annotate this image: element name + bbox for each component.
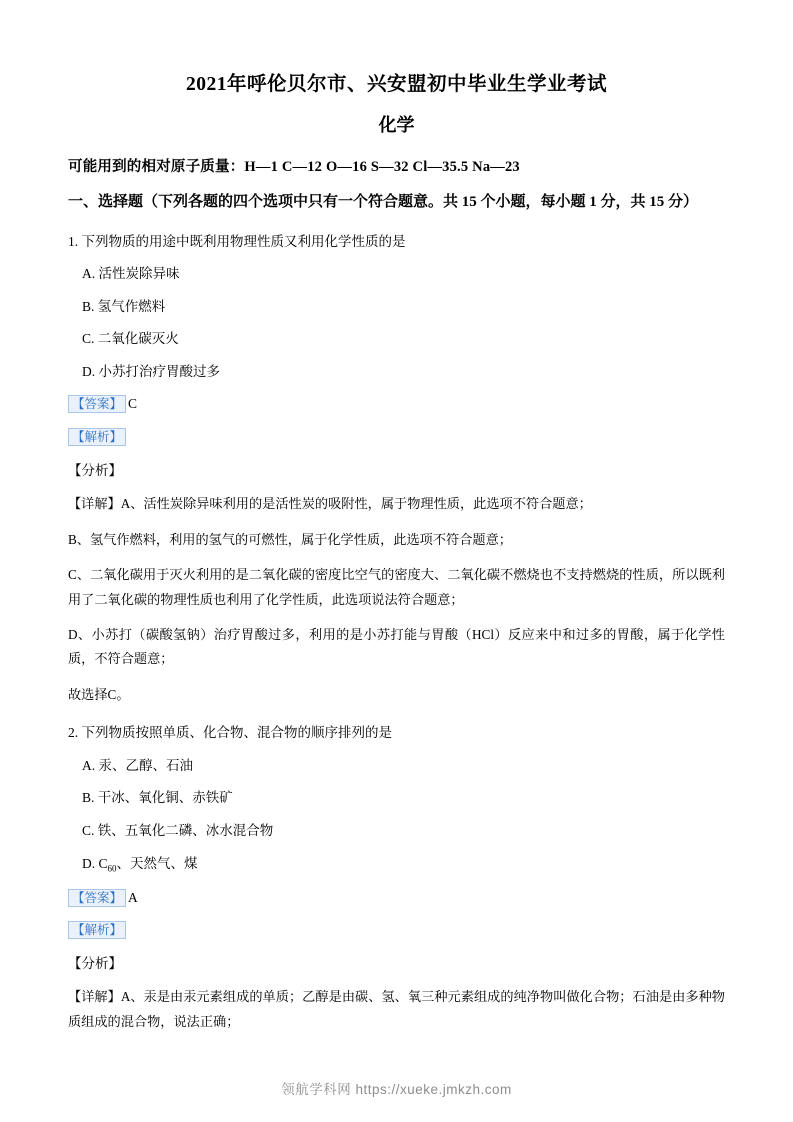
detail-paragraph: B、氢气作燃料，利用的氢气的可燃性，属于化学性质，此选项不符合题意； <box>68 531 512 547</box>
analysis-line <box>68 919 725 941</box>
detail-paragraph: D、小苏打（碳酸氢钠）治疗胃酸过多，利用的是小苏打能与胃酸（HCl）反应来中和过多的胃酸，属于化学性质，不符合题意； <box>68 626 725 667</box>
analysis-tag: 【解析】 <box>68 428 126 446</box>
question-option: B. 氢气作燃料 <box>82 298 166 314</box>
answer-tag: 【答案】 <box>68 889 126 907</box>
subscript: 60 <box>107 863 117 874</box>
question-stem: 2. 下列物质按照单质、化合物、混合物的顺序排列的是 <box>68 725 392 741</box>
question-option: C. 二氧化碳灭火 <box>82 331 179 347</box>
answer-tag: 【答案】 <box>68 395 126 413</box>
question-option: D. $C_{60}$、天然气、煤 <box>82 855 198 874</box>
page-title: 2021年呼伦贝尔市、兴安盟初中毕业生学业考试 <box>185 74 607 95</box>
question-option: D. 小苏打治疗胃酸过多 <box>82 363 220 379</box>
question-stem: 1. 下列物质的用途中既利用物理性质又利用化学性质的是 <box>68 233 406 249</box>
analysis-tag: 【解析】 <box>68 921 126 939</box>
question-option: B. 干冰、氧化铜、赤铁矿 <box>82 790 233 806</box>
section-heading: 一、选择题（下列各题的四个选项中只有一个符合题意。共 15 个小题，每小题 1 分，共 15 分） <box>68 194 699 211</box>
answer-line <box>68 887 725 909</box>
question-option: A. 活性炭除异味 <box>82 266 180 282</box>
analysis-heading: 【分析】 <box>68 462 122 478</box>
question-option: A. 汞、乙醇、石油 <box>82 757 193 773</box>
answer-line <box>68 393 725 415</box>
footer-watermark: 领航学科网 https://xueke.jmkzh.com <box>281 1082 512 1097</box>
detail-paragraph: 【详解】A、活性炭除异味利用的是活性炭的吸附性，属于物理性质，此选项不符合题意； <box>68 496 592 512</box>
detail-paragraph: C、二氧化碳用于灭火利用的是二氧化碳的密度比空气的密度大、二氧化碳不燃烧也不支持燃烧的性质，所以既利用了二氧化碳的物理性质也利用了化学性质，此选项说法符合题意； <box>68 567 725 607</box>
detail-paragraph: 【详解】A、汞是由汞元素组成的单质；乙醇是由碳、氢、氧三种元素组成的纯净物叫做化合物；石油是由多种物质组成的混合物，说法正确； <box>68 989 725 1029</box>
question-block <box>68 722 725 1034</box>
page-subtitle: 化学 <box>378 115 415 136</box>
atomic-mass-line: 可能用到的相对原子质量：H—1 C—12 O—16 S—32 Cl—35.5 Na—23 <box>68 159 520 176</box>
detail-paragraph: 故选择C。 <box>68 686 130 702</box>
question-block <box>68 231 725 708</box>
answer-value: A <box>128 889 138 905</box>
answer-value: C <box>128 396 138 412</box>
question-option: C. 铁、五氧化二磷、冰水混合物 <box>82 822 274 838</box>
analysis-line <box>68 426 725 448</box>
analysis-heading: 【分析】 <box>68 955 122 971</box>
